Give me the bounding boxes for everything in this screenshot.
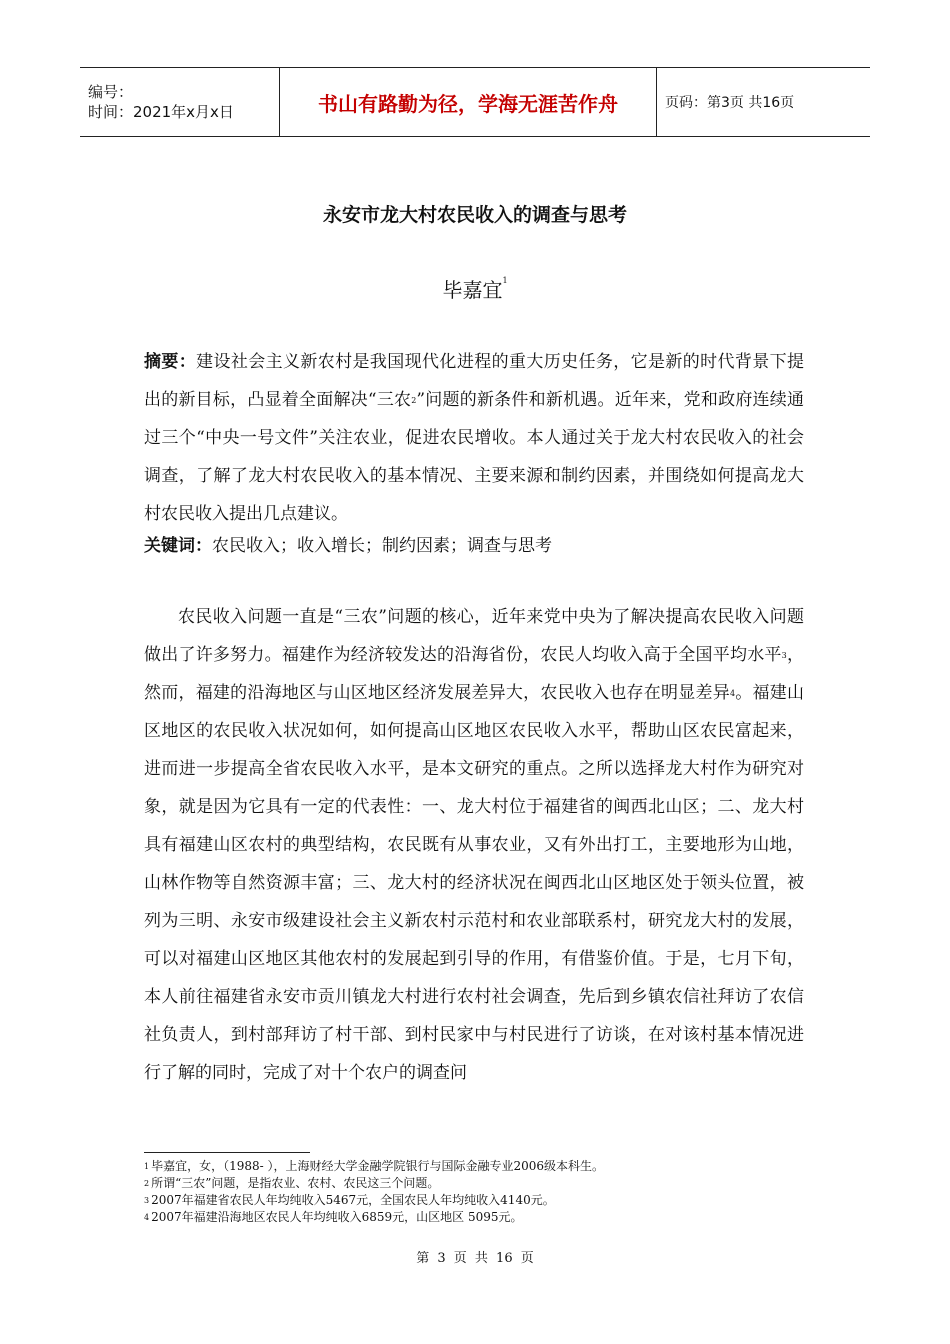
abstract-text-b: ”问题的新条件和新机遇。近年来，党和政府连续通过三个“中央一号文件”关注农业，促进农民增收。本人通过关于龙大村农民收入的社会调查，了解了龙大村农民收入的基本情况、主要来源和制约因素，并围绕如何提高龙大村农民收入提出几点建议。 [144,390,804,524]
body-text-part2: ，然而，福建的沿海地区与山区地区经济发展差异大，农民收入也存在明显差异 [144,645,804,703]
document-time: 时间：2021年x月x日 [88,103,234,121]
document-title: 永安市龙大村农民收入的调查与思考 [322,204,627,226]
page-header [80,67,870,137]
body-paragraph [144,598,804,1092]
header-meta [80,68,280,136]
footnotes [144,1158,824,1226]
author-footnote-ref[interactable]: 1 [502,276,508,285]
footnote-item [144,1209,824,1226]
footnote-text: 2007年福建省农民人年均纯收入5467元，全国农民人年均纯收入4140元。 [151,1193,555,1207]
footnote-item [144,1158,824,1175]
keywords-line [144,527,804,565]
body-footnote-ref-4[interactable]: 4 [729,689,736,698]
footnote-number: 4 [144,1213,150,1222]
footnote-item [144,1192,824,1209]
body-text-part3: 。福建山区地区的农民收入状况如何，如何提高山区地区农民收入水平，帮助山区农民富起来，进而进一步提高全省农民收入水平，是本文研究的重点。之所以选择龙大村作为研究对象，就是因为它具有一定的代表性：一、龙大村位于福建省的闽西北山区；二、龙大村具有福建山区农村的典型结构，农民既有从事农业，又有外出打工，主要地形为山地，山林作物等自然资源丰富；三、龙大村的经济状况在闽西北山区地区处于领头位置，被列为三明、永安市级建设社会主义新农村示范村和农业部联系村，研究龙大村的发展，可以对福建山区地区其他农村的发展起到引导的作用，有借鉴价值。于是，七月下旬，本人前往福建省永安市贡川镇龙大村进行农村社会调查，先后到乡镇农信社拜访了农信社负责人，到村部拜访了村干部、到村民家中与村民进行了访谈，在对该村基本情况进行了解的同时，完成了对十个农户的调查问 [144,683,804,1083]
abstract-label: 摘要： [144,352,197,372]
keywords-label: 关键词： [144,536,212,556]
footnote-number: 1 [144,1162,150,1171]
page-info-text: 页码：第3页 共16页 [665,95,795,111]
body-text-part1: 农民收入问题一直是“三农”问题的核心，近年来党中央为了解决提高农民收入问题做出了许多努力。福建作为经济较发达的沿海省份，农民人均收入高于全国平均水平 [144,607,804,665]
body-footnote-ref-3[interactable]: 3 [781,651,787,660]
footnote-number: 2 [144,1179,150,1188]
header-motto [280,68,657,136]
footnote-text: 毕嘉宜，女，（1988- ），上海财经大学金融学院银行与国际金融专业2006级本科生。 [151,1159,605,1173]
abstract-text-a: 建设社会主义新农村是我国现代化进程的重大历史任务，它是新的时代背景下提出的新目标，凸显着全面解决“三农 [144,352,805,410]
keywords-text: 农民收入；收入增长；制约因素；调查与思考 [212,536,552,556]
footnote-text: 所谓“三农”问题，是指农业、农村、农民这三个问题。 [151,1176,440,1190]
abstract-paragraph [144,343,804,533]
footnote-item [144,1175,824,1192]
footnote-text: 2007年福建沿海地区农民人年均纯收入6859元，山区地区 5095元。 [151,1210,523,1224]
author-line [0,274,950,303]
document-number-label: 编号： [88,83,134,101]
footnote-number: 3 [144,1196,150,1205]
footnote-separator [144,1152,310,1153]
header-page-info [657,68,870,136]
page-footer: 第 3 页 共 16 页 [416,1251,534,1266]
motto-text: 书山有路勤为径，学海无涯苦作舟 [318,91,618,116]
author-name: 毕嘉宜 [442,278,503,302]
abstract-footnote-ref[interactable]: 2 [411,396,417,405]
